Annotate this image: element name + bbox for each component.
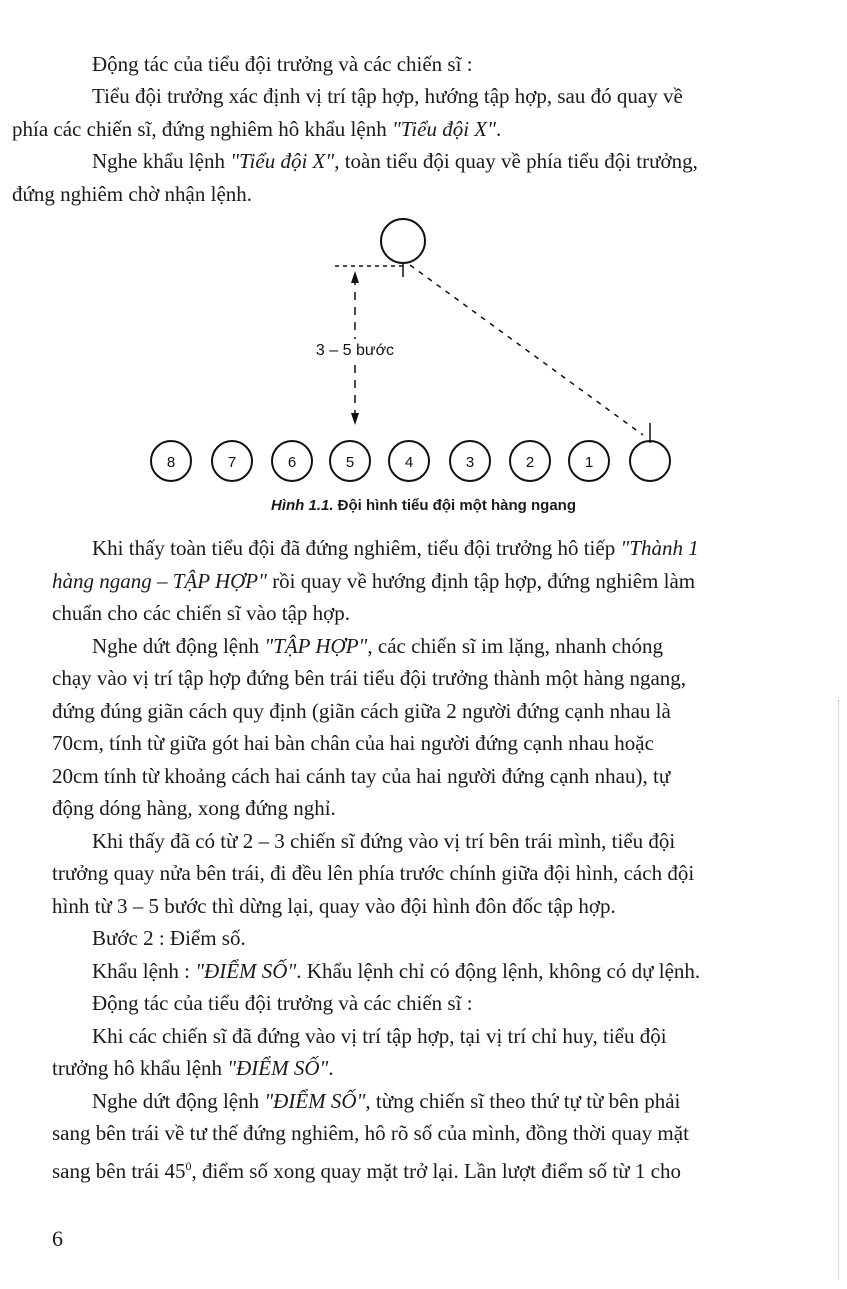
step-heading: Bước 2 : Điểm số.: [92, 926, 246, 950]
text-line: [52, 1085, 800, 1118]
text-segment: Khẩu lệnh :: [92, 958, 196, 983]
command-italic: "ĐIỂM SỐ": [227, 1056, 329, 1080]
text-segment: , điểm số xong quay mặt trở lại. Lần lượt điểm số từ 1 cho: [191, 1158, 681, 1183]
command-italic: "TẬP HỢP": [264, 633, 368, 658]
text-line: sang bên trái về tư thế đứng nghiêm, hô rõ số của mình, đồng thời quay mặt: [52, 1121, 689, 1145]
text-line: [52, 1150, 800, 1188]
text-line: [52, 630, 800, 663]
command-italic: hàng ngang – TẬP HỢP": [52, 568, 267, 593]
text-line: Động tác của tiểu đội trưởng và các chiến sĩ :: [92, 991, 473, 1015]
leader-path-dashed: [410, 265, 643, 435]
command-italic: "Tiểu đội X": [391, 116, 496, 141]
body-text: [52, 532, 800, 1187]
leader-circle: [381, 219, 425, 263]
text-line: đứng đúng giãn cách quy định (giãn cách giữa 2 người đứng cạnh nhau là: [52, 698, 671, 723]
paragraph-actions-heading: [52, 48, 800, 81]
text-line: đứng nghiêm chờ nhận lệnh.: [12, 181, 253, 206]
text-line: [52, 565, 800, 598]
distance-label: 3 – 5 bước: [315, 342, 395, 359]
text-line: [12, 117, 501, 141]
text-segment: Khi thấy toàn tiểu đội đã đứng nghiêm, tiểu đội trưởng hô tiếp: [92, 536, 621, 560]
text-line: chuẩn cho các chiến sĩ vào tập hợp.: [52, 601, 350, 625]
text-segment: , các chiến sĩ im lặng, nhanh chóng: [367, 633, 664, 658]
text-line: trưởng quay nửa bên trái, đi đều lên phía trước chính giữa đội hình, cách đội: [52, 861, 695, 885]
soldier-number: 8: [166, 454, 176, 471]
text-segment: phía các chiến sĩ, đứng nghiêm hô khẩu lệnh: [12, 116, 392, 141]
text-line: [52, 955, 800, 988]
arrow-up-icon: [351, 271, 359, 283]
figure-caption: [0, 497, 847, 514]
text-segment: , toàn tiểu đội quay về phía tiểu đội trưởng,: [334, 149, 698, 173]
command-italic: "ĐIỂM SỐ": [195, 958, 297, 983]
text-segment: , từng chiến sĩ theo thứ tự từ bên phải: [365, 1088, 681, 1113]
command-italic: "Thành 1: [620, 536, 699, 560]
soldier-number: 4: [404, 454, 414, 471]
text-segment: .: [328, 1056, 334, 1080]
soldier-number: 2: [525, 454, 535, 471]
soldier-number: 1: [584, 454, 594, 471]
command-italic: "Tiểu đội X": [230, 149, 335, 173]
text-segment: Nghe khẩu lệnh: [92, 149, 231, 173]
text-line: [52, 1052, 800, 1085]
page-number: 6: [52, 1226, 63, 1251]
soldier-number: 7: [227, 454, 237, 471]
caption-label: Hình 1.1.: [271, 497, 334, 514]
text-line: hình từ 3 – 5 bước thì dừng lại, quay vào đội hình đôn đốc tập hợp.: [52, 893, 616, 918]
text-line: Tiểu đội trưởng xác định vị trí tập hợp, hướng tập hợp, sau đó quay về: [92, 84, 683, 108]
text-segment: sang bên trái 45: [52, 1158, 186, 1183]
scan-edge-divider: [837, 700, 839, 1280]
soldier-number: 6: [287, 454, 297, 471]
paragraph-hear-command: [12, 145, 800, 210]
soldier-number: 5: [345, 454, 355, 471]
arrow-down-icon: [351, 413, 359, 425]
text-line: chạy vào vị trí tập hợp đứng bên trái tiểu đội trưởng thành một hàng ngang,: [52, 666, 687, 690]
degree-superscript: 0: [185, 1158, 192, 1173]
text-line: động dóng hàng, xong đứng nghỉ.: [52, 796, 336, 820]
text-line: 70cm, tính từ giữa gót hai bàn chân của hai người đứng cạnh nhau hoặc: [52, 731, 654, 755]
text-segment: Nghe dứt động lệnh: [92, 633, 265, 658]
text-segment: .: [495, 116, 502, 141]
text-line: 20cm tính từ khoảng cách hai cánh tay của hai người đứng cạnh nhau), tự: [52, 763, 671, 788]
text-segment: trưởng hô khẩu lệnh: [52, 1056, 228, 1080]
leader-final-circle: [630, 441, 670, 481]
text-segment: rồi quay về hướng định tập hợp, đứng nghiêm làm: [266, 568, 696, 593]
text-segment: Nghe dứt động lệnh: [92, 1088, 265, 1113]
formation-diagram: [0, 205, 847, 525]
soldier-number: 3: [465, 454, 475, 471]
caption-text: Đội hình tiểu đội một hàng ngang: [333, 497, 576, 514]
text-line: Động tác của tiểu đội trưởng và các chiến sĩ :: [92, 52, 473, 76]
text-line: Khi các chiến sĩ đã đứng vào vị trí tập hợp, tại vị trí chỉ huy, tiểu đội: [92, 1023, 667, 1048]
text-segment: . Khẩu lệnh chỉ có động lệnh, không có dự lệnh.: [296, 958, 701, 983]
paragraph-leader-position: [12, 80, 800, 145]
soldier-row: [151, 441, 670, 481]
text-line: Khi thấy đã có từ 2 – 3 chiến sĩ đứng vào vị trí bên trái mình, tiểu đội: [92, 828, 676, 853]
text-line: [52, 532, 800, 565]
command-italic: "ĐIỂM SỐ": [264, 1088, 366, 1113]
